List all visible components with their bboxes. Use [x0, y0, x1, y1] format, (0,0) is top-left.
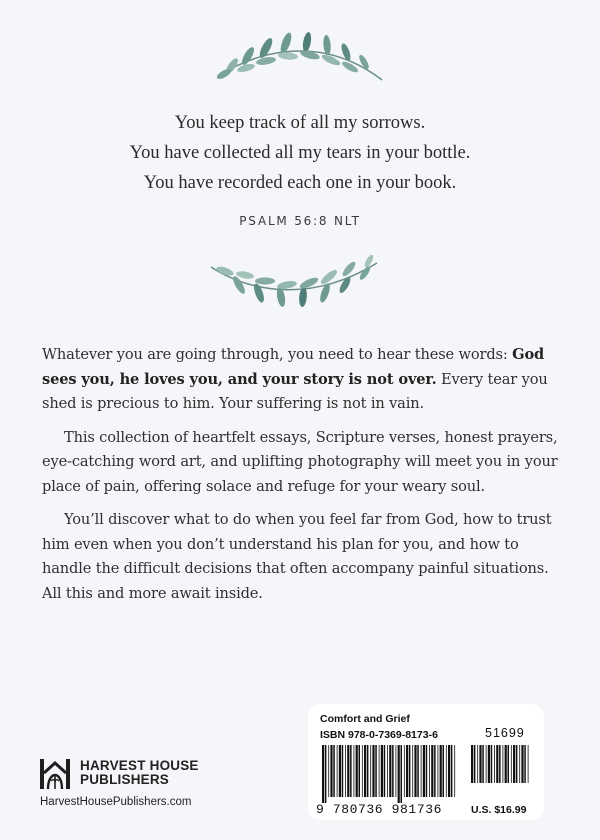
barcode-price-code: 51699: [485, 726, 525, 740]
publisher-block: [38, 755, 268, 815]
price-barcode-icon: [471, 745, 529, 789]
leaf-sprig-top-icon: [210, 30, 390, 88]
publisher-name-line-1: HARVEST HOUSE: [80, 758, 199, 773]
publisher-url[interactable]: HarvestHousePublishers.com: [40, 796, 192, 808]
scripture-verse: [0, 108, 600, 198]
verse-line-3: You have recorded each one in your book.: [143, 173, 457, 193]
barcode-digits: 9 780736 981736: [316, 802, 443, 817]
description-tail: Every tear you shed is precious to him. Your suffering is not in vain.: [42, 370, 548, 412]
description-paragraph-3: You’ll discover what to do when you feel far from God, how to trust him even when you don’t understand his plan for you, and how to handle the difficult decisions that often accompany painful situations. All this and more await inside.: [42, 511, 552, 602]
barcode-price: U.S. $16.99: [471, 804, 527, 816]
description-paragraph-1: [42, 343, 572, 417]
book-description: [42, 343, 572, 615]
isbn-barcode-icon: [322, 745, 457, 803]
publisher-name-line-2: PUBLISHERS: [80, 772, 170, 787]
leaf-sprig-bottom-icon: [205, 255, 385, 313]
verse-line-2: You have collected all my tears in your bottle.: [129, 143, 471, 163]
description-bold-statement: God sees you, he loves you, and your story is not over.: [42, 346, 545, 388]
publisher-name: [80, 759, 199, 787]
verse-reference: PSALM 56:8 NLT: [239, 214, 361, 228]
description-lead: Whatever you are going through, you need to hear these words:: [42, 346, 508, 363]
barcode-category: Comfort and Grief: [320, 713, 410, 725]
harvest-house-logo-icon: [38, 755, 74, 793]
verse-line-1: You keep track of all my sorrows.: [174, 113, 426, 133]
barcode-panel: [308, 704, 544, 820]
description-paragraph-2: This collection of heartfelt essays, Scripture verses, honest prayers, eye-catching word art, and uplifting photography will meet you in your place of pain, offering solace and refuge for your weary soul.: [42, 428, 558, 495]
barcode-isbn: ISBN 978-0-7369-8173-6: [320, 729, 438, 741]
